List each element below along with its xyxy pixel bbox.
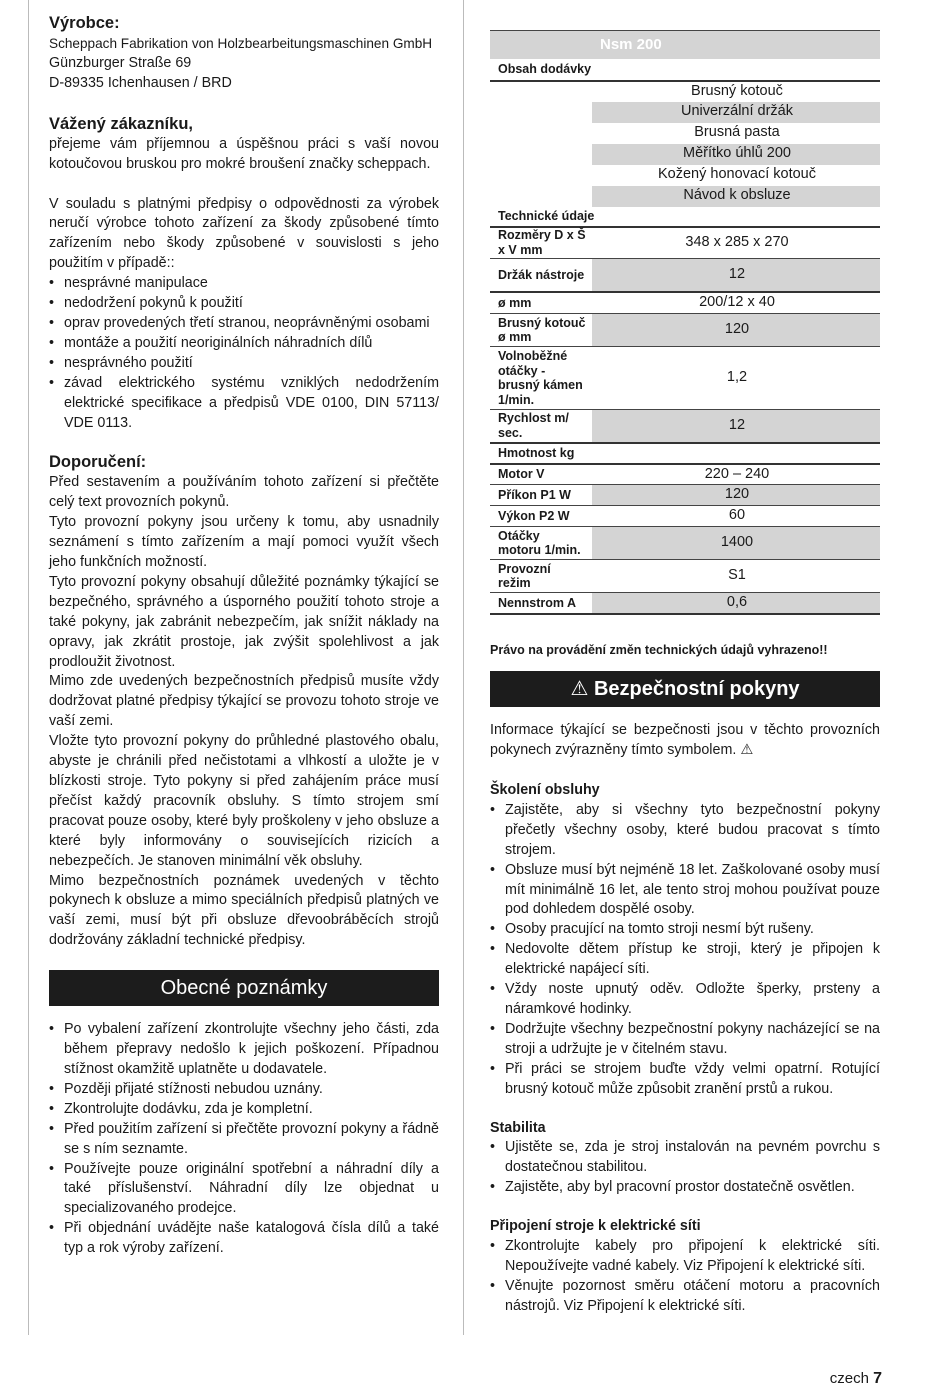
- list-item: • oprav provedených třetí stranou, neoprávněnými osobami: [49, 314, 439, 334]
- delivery-item: Návod k obsluze: [592, 186, 880, 207]
- recommendation-p5: Vložte tyto provozní pokyny do průhledné plastového obalu, abyste je chránili před nečistotami a vlhkostí a uložte je v blízkosti stroje. Tyto pokyny si před zahájením práce musí přečíst každý pracovník obsluhy. S tímto strojem smí pracovat pouze osoby, které byly proškoleny v jeho obsluze a které byly informovány o souvisejících rizicích a nebezpečích. Je stanoven minimální věk obsluhy.: [49, 733, 439, 869]
- electric-list: [490, 1237, 880, 1317]
- product-name: Nsm 200: [592, 31, 880, 59]
- list-item: • Ujistěte se, zda je stroj instalován na pevném povrchu s dostatečnou stabilitou.: [490, 1138, 880, 1178]
- list-item: • Obsluze musí být nejméně 18 let. Zaškolované osoby musí mít minimálně 16 let, ale tento stroj mohou používat pouze pod dohledem dospělé osoby.: [490, 861, 880, 921]
- spec-label: Rychlost m/ sec.: [490, 410, 592, 443]
- spec-value: 1,2: [592, 347, 880, 410]
- warning-icon: ⚠: [740, 742, 754, 759]
- list-item: • Před použitím zařízení si přečtěte provozní pokyny a řádně se s ním seznamte.: [49, 1120, 439, 1160]
- spec-label: Motor V: [490, 464, 592, 485]
- list-item: • Později přijaté stížnosti nebudou uznány.: [49, 1080, 439, 1100]
- list-item: • Při práci se strojem buďte vždy velmi opatrní. Rotující brusný kotouč může způsobit zranění prstů a rukou.: [490, 1060, 880, 1100]
- recommendation-p2: Tyto provozní pokyny jsou určeny k tomu, aby usnadnily seznámení s tímto zařízením a mají pomoci využít všech jeho funkčních možností.: [49, 514, 439, 571]
- list-item: • Dodržujte všechny bezpečnostní pokyny nacházející se na stroji a udržujte je v čitelném stavu.: [490, 1020, 880, 1060]
- spec-label: Provozní režim: [490, 560, 592, 593]
- spec-value: 120: [592, 314, 880, 347]
- recommendation-p4: Mimo zde uvedených bezpečnostních předpisů musíte vždy dodržovat platné předpisy týkající se provozu tohoto stroje ve vaší zemi.: [49, 673, 439, 730]
- customer-heading: Vážený zákazníku,: [49, 114, 193, 133]
- spec-label: ø mm: [490, 292, 592, 314]
- column-divider: [463, 0, 464, 1335]
- spec-change-note: Právo na provádění změn technických údajů vyhrazeno!!: [490, 643, 828, 658]
- liability-list: [49, 274, 439, 433]
- liability-text: V souladu s platnými předpisy o odpovědnosti za výrobek neručí výrobce tohoto zařízení za škody způsobené tímto zařízením nebo škody způsobené v souvislosti s jeho použitím v případě::: [49, 195, 439, 272]
- spec-value: 1400: [592, 527, 880, 560]
- spec-label: Volnoběžné otáčky - brusný kámen 1/min.: [490, 347, 592, 410]
- recommendation-p1: Před sestavením a používáním tohoto zařízení si přečtěte celý text provozních pokynů.: [49, 474, 439, 511]
- spec-label: Otáčky motoru 1/min.: [490, 527, 592, 560]
- delivery-item: Brusný kotouč: [592, 81, 880, 102]
- warning-icon: ⚠: [570, 678, 589, 701]
- recommendation-heading: Doporučení:: [49, 453, 147, 472]
- spec-table: [490, 30, 880, 615]
- safety-intro-text: Informace týkající se bezpečnosti jsou v těchto provozních pokynech zvýrazněny tímto symbolem.: [490, 722, 880, 759]
- safety-title: Bezpečnostní pokyny: [593, 678, 800, 701]
- spec-value: 200/12 x 40: [592, 292, 880, 314]
- spec-value: 220 – 240: [592, 464, 880, 485]
- list-item: • Po vybalení zařízení zkontrolujte všechny jeho části, zda během přepravy nedošlo k jejich poškození. Případnou stížnost okamžitě uplatněte u dodavatele.: [49, 1020, 439, 1080]
- left-margin-rule: [28, 0, 29, 1335]
- safety-banner: [490, 671, 880, 707]
- spec-label: Nennstrom A: [490, 593, 592, 614]
- customer-text: přejeme vám příjemnou a úspěšnou práci s vaší novou kotoučovou bruskou pro mokré broušení značky scheppach.: [49, 135, 439, 172]
- list-item: • závad elektrického systému vzniklých nedodržením elektrické specifikace a předpisů VDE 0100, DIN 57113/ VDE 0113.: [49, 374, 439, 434]
- spec-label: Rozměry D x Š x V mm: [490, 227, 592, 259]
- delivery-item: Měřítko úhlů 200: [592, 144, 880, 165]
- list-item: • Zajistěte, aby byl pracovní prostor dostatečně osvětlen.: [490, 1178, 880, 1198]
- training-heading: Školení obsluhy: [490, 782, 600, 799]
- list-item: • Při objednání uvádějte naše katalogová čísla dílů a také typ a rok výroby zařízení.: [49, 1219, 439, 1259]
- list-item: • Osoby pracující na tomto stroji nesmí být rušeny.: [490, 920, 880, 940]
- weight-label: Hmotnost kg: [490, 443, 880, 464]
- recommendation-p3: Tyto provozní pokyny obsahují důležité poznámky týkající se bezpečného, správného a úsporného použití tohoto stroje a také pokyny, jak zabránit nebezpečím, jak snížit náklady na opravy, jak zkrátit prostoje, jak zvýšit spolehlivost a jak prodloužit životnost.: [49, 573, 439, 670]
- general-notes-banner: [49, 970, 439, 1006]
- stability-list: [490, 1138, 880, 1198]
- spec-value: 0,6: [592, 593, 880, 614]
- general-notes-list: [49, 1020, 439, 1259]
- list-item: • montáže a použití neoriginálních náhradních dílů: [49, 334, 439, 354]
- stability-heading: Stabilita: [490, 1119, 546, 1136]
- list-item: • Používejte pouze originální spotřební a náhradní díly a také příslušenství. Náhradní díly lze objednat u specializovaného prodejce.: [49, 1160, 439, 1220]
- training-list: [490, 801, 880, 1100]
- spec-value: 348 x 285 x 270: [592, 227, 880, 259]
- right-column: [490, 30, 880, 1317]
- footer-language: czech: [829, 1370, 869, 1387]
- spec-value: 60: [592, 506, 880, 527]
- list-item: • Zkontrolujte kabely pro připojení k elektrické síti. Nepoužívejte vadné kabely. Viz Připojení k elektrické síti.: [490, 1237, 880, 1277]
- list-item: • nesprávné manipulace: [49, 274, 439, 294]
- left-column: [49, 12, 439, 1259]
- list-item: • Nedovolte dětem přístup ke stroji, který je připojen k elektrické napájecí síti.: [490, 940, 880, 980]
- spec-label: Příkon P1 W: [490, 485, 592, 506]
- delivery-label: Obsah dodávky: [490, 59, 880, 81]
- list-item: • nesprávného použití: [49, 354, 439, 374]
- general-notes-title: Obecné poznámky: [160, 977, 328, 1000]
- delivery-item: Univerzální držák: [592, 102, 880, 123]
- spec-value: 12: [592, 410, 880, 443]
- spec-value: 12: [592, 259, 880, 292]
- list-item: • Zkontrolujte dodávku, zda je kompletní.: [49, 1100, 439, 1120]
- page-number: 7: [873, 1370, 882, 1387]
- list-item: • nedodržení pokynů k použití: [49, 294, 439, 314]
- safety-intro: [490, 721, 880, 761]
- list-item: • Vždy noste upnutý oděv. Odložte šperky, prsteny a náramkové hodinky.: [490, 980, 880, 1020]
- spec-value: 120: [592, 485, 880, 506]
- spec-label: Výkon P2 W: [490, 506, 592, 527]
- spec-value: S1: [592, 560, 880, 593]
- delivery-item: Brusná pasta: [592, 123, 880, 144]
- list-item: • Věnujte pozornost směru otáčení motoru a pracovních nástrojů. Viz Připojení k elektrické síti.: [490, 1277, 880, 1317]
- recommendation-p6: Mimo bezpečnostních poznámek uvedených v těchto pokynech k obsluze a mimo speciálních předpisů platných ve vaší zemi, musí být při obsluze dřevoobráběcích strojů dodržovány základní technické předpisy.: [49, 872, 439, 949]
- manufacturer-name: Scheppach Fabrikation von Holzbearbeitungsmaschinen GmbH: [49, 36, 433, 51]
- manufacturer-city: D-89335 Ichenhausen / BRD: [49, 74, 232, 91]
- spec-label: Brusný kotouč ø mm: [490, 314, 592, 347]
- page-footer: [830, 1370, 882, 1388]
- manufacturer-street: Günzburger Straße 69: [49, 54, 192, 71]
- list-item: • Zajistěte, aby si všechny tyto bezpečnostní pokyny přečetly všechny osoby, které budou pracovat s tímto strojem.: [490, 801, 880, 861]
- tech-label: Technické údaje: [490, 207, 880, 227]
- manufacturer-heading: Výrobce:: [49, 14, 120, 32]
- electric-heading: Připojení stroje k elektrické síti: [490, 1218, 701, 1235]
- delivery-item: Kožený honovací kotouč: [592, 165, 880, 186]
- spec-label: Držák nástroje: [490, 259, 592, 292]
